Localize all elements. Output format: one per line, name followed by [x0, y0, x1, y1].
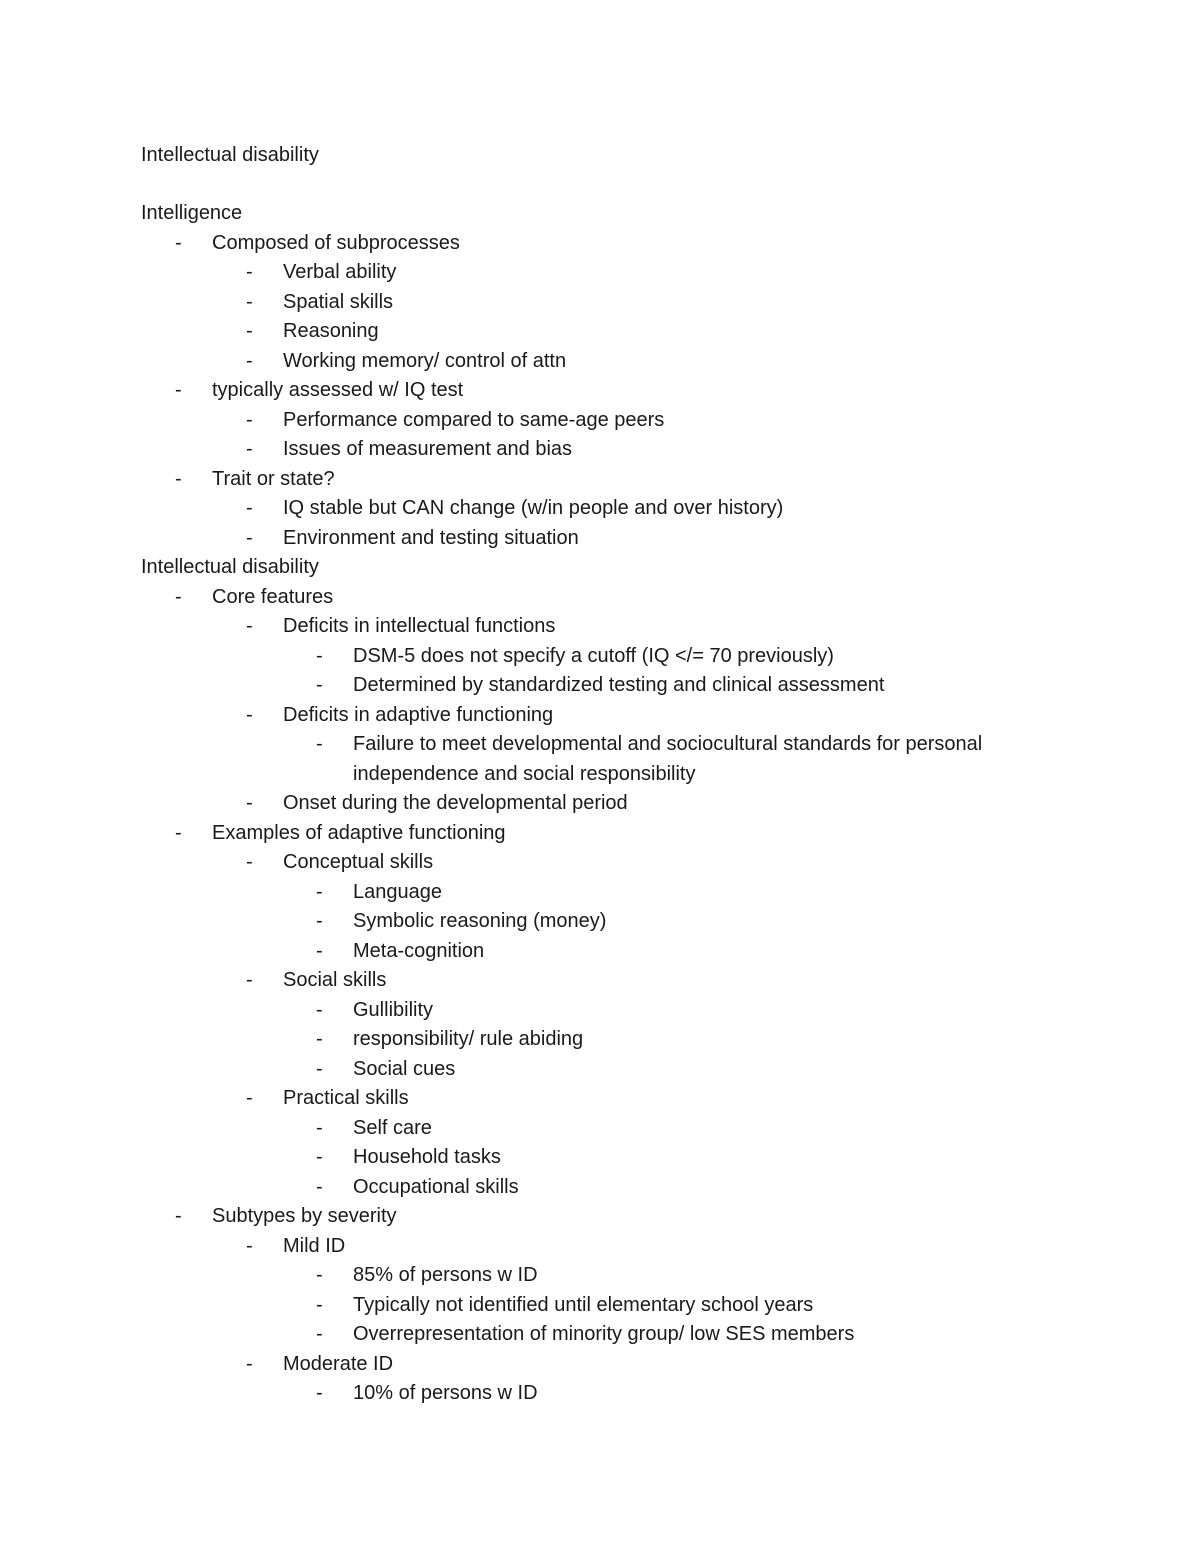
bullet-dash: - [316, 1264, 323, 1286]
bullet-dash: - [316, 1028, 323, 1050]
bullet-dash: - [246, 497, 253, 519]
bullet-dash: - [246, 261, 253, 283]
document-title-text: Intellectual disability [141, 144, 319, 166]
list-item-text: Examples of adaptive functioning [212, 821, 506, 844]
list-item-text: Moderate ID [283, 1352, 394, 1375]
list-item-text: Failure to meet developmental and sociocultural standards for personal [353, 733, 983, 755]
bullet-dash: - [246, 969, 253, 991]
bullet-dash: - [316, 644, 323, 667]
list-item-text: Issues of measurement and bias [283, 438, 573, 460]
bullet-dash: - [246, 438, 253, 460]
bullet-dash: - [316, 1323, 323, 1345]
bullet-dash: - [246, 290, 253, 313]
bullet-dash: - [316, 1175, 323, 1198]
list-item-text: Core features [212, 585, 334, 608]
list-item-text: Performance compared to same-age peers [283, 408, 665, 431]
bullet-dash: - [316, 1382, 323, 1404]
bullet-dash: - [316, 1146, 323, 1168]
list-item-text: Gullibility [353, 998, 434, 1021]
bullet-dash: - [246, 615, 253, 637]
list-item-text: 85% of persons w ID [353, 1264, 538, 1286]
bullet-dash: - [246, 851, 253, 873]
bullet-dash: - [246, 703, 253, 726]
list-item-text: Occupational skills [353, 1175, 519, 1198]
list-item-text: Working memory/ control of attn [283, 349, 567, 372]
bullet-dash: - [175, 231, 182, 254]
list-item-text: Onset during the developmental period [283, 792, 628, 814]
list-item-text: DSM-5 does not specify a cutoff (IQ </= 70 previously) [353, 644, 834, 667]
list-item-text: Environment and testing situation [283, 526, 579, 549]
list-item-text: Household tasks [353, 1146, 501, 1168]
bullet-dash: - [246, 1234, 253, 1257]
list-item-text: Social cues [353, 1057, 456, 1080]
bullet-dash: - [175, 821, 182, 844]
bullet-dash: - [316, 1293, 323, 1316]
bullet-dash: - [175, 467, 182, 490]
list-item-text: Verbal ability [283, 261, 397, 283]
list-item-text: 10% of persons w ID [353, 1382, 538, 1404]
bullet-dash: - [316, 733, 323, 755]
list-item-text: Subtypes by severity [212, 1205, 397, 1227]
bullet-dash: - [246, 320, 253, 342]
list-item-text: Language [353, 880, 442, 903]
list-item-text: Composed of subprocesses [212, 231, 460, 254]
bullet-dash: - [246, 408, 253, 431]
bullet-dash: - [175, 1205, 182, 1227]
bullet-dash: - [246, 1352, 253, 1375]
bullet-dash: - [316, 880, 323, 903]
list-item-text: Spatial skills [283, 290, 394, 313]
list-item-text: IQ stable but CAN change (w/in people and over history) [283, 497, 784, 519]
bullet-dash: - [175, 585, 182, 608]
list-item-text: Deficits in adaptive functioning [283, 703, 554, 726]
bullet-dash: - [246, 1087, 253, 1109]
bullet-dash: - [316, 939, 323, 962]
list-item-text: Conceptual skills [283, 851, 434, 873]
bullet-dash: - [316, 910, 323, 932]
bullet-dash: - [316, 674, 323, 696]
list-item-text: Reasoning [283, 320, 379, 342]
bullet-dash: - [246, 526, 253, 549]
list-item-text: Mild ID [283, 1234, 346, 1257]
list-item-text: responsibility/ rule abiding [353, 1028, 584, 1050]
list-item-text: Practical skills [283, 1087, 409, 1109]
list-item-text: Symbolic reasoning (money) [353, 910, 607, 932]
list-item-text: Intellectual disability [141, 556, 319, 578]
bullet-dash: - [316, 998, 323, 1021]
list-item-text: Trait or state? [212, 467, 335, 490]
list-item-text: Social skills [283, 969, 387, 991]
list-item-text: Determined by standardized testing and clinical assessment [353, 674, 885, 696]
bullet-dash: - [246, 349, 253, 372]
list-item-text: typically assessed w/ IQ test [212, 379, 464, 401]
list-item-text: Deficits in intellectual functions [283, 615, 556, 637]
bullet-dash: - [175, 379, 182, 401]
list-item-text: Self care [353, 1116, 432, 1139]
list-item-text: Typically not identified until elementary school years [353, 1293, 814, 1316]
bullet-dash: - [316, 1057, 323, 1080]
bullet-dash: - [246, 792, 253, 814]
list-item-text: Meta-cognition [353, 939, 485, 962]
list-item-text: Overrepresentation of minority group/ low SES members [353, 1323, 855, 1345]
list-item-text: Intelligence [141, 202, 243, 224]
list-item-text: independence and social responsibility [353, 762, 696, 785]
bullet-dash: - [316, 1116, 323, 1139]
